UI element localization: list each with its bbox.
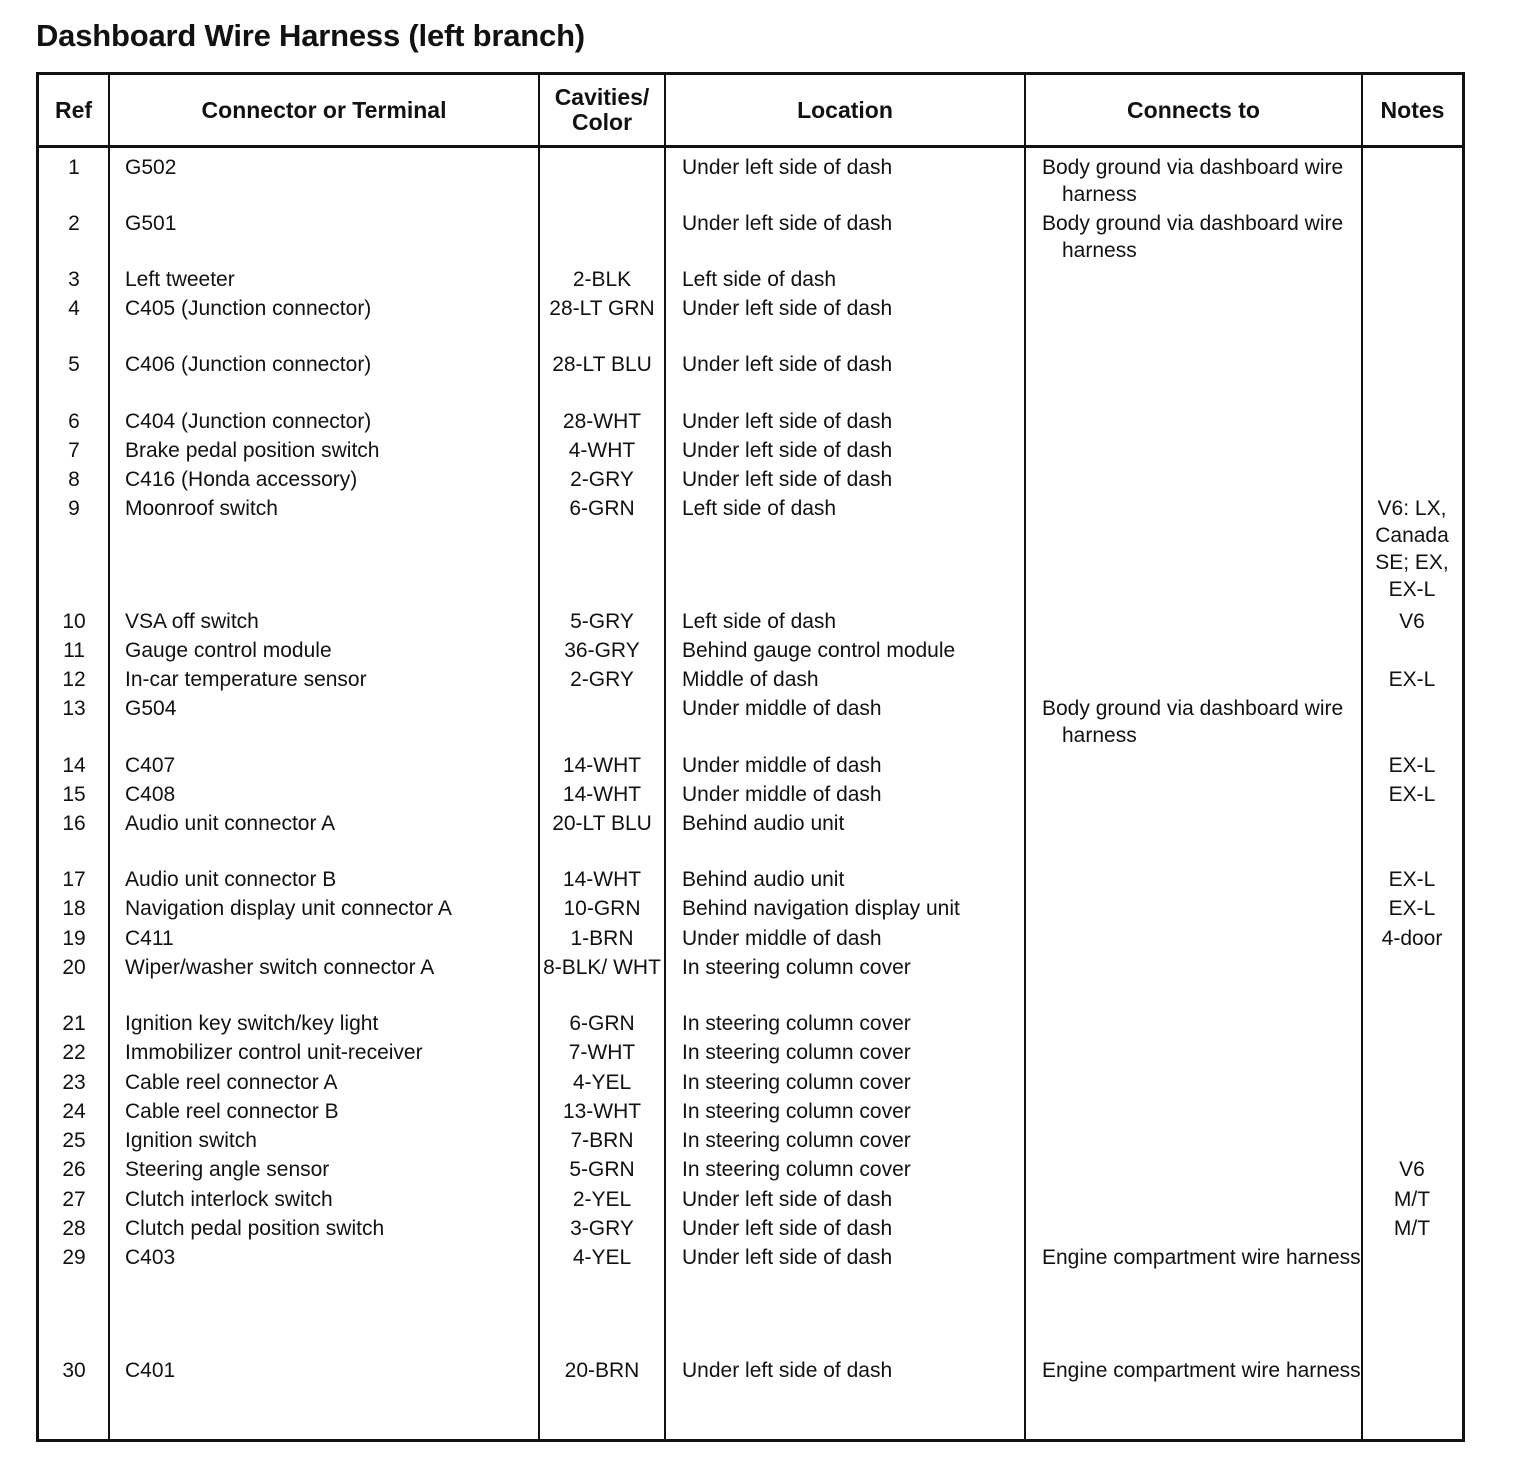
cell-location: Under middle of dash bbox=[682, 754, 882, 777]
cell-connector: Brake pedal position switch bbox=[125, 439, 380, 462]
cell-ref: 4 bbox=[68, 297, 80, 320]
cell-location: Behind audio unit bbox=[682, 812, 845, 835]
column-divider bbox=[538, 75, 540, 1439]
cell-connector: Ignition switch bbox=[125, 1129, 257, 1152]
cell-location: Behind audio unit bbox=[682, 868, 845, 891]
cell-cavities: 1-BRN bbox=[570, 927, 634, 950]
cell-connector: Immobilizer control unit-receiver bbox=[125, 1041, 423, 1064]
cell-notes: EX-L bbox=[1388, 754, 1436, 777]
cell-location: In steering column cover bbox=[682, 1071, 911, 1094]
cell-connector: Clutch interlock switch bbox=[125, 1188, 333, 1211]
cell-location: Under left side of dash bbox=[682, 410, 893, 433]
cell-connector: Steering angle sensor bbox=[125, 1158, 330, 1181]
cell-location: Under left side of dash bbox=[682, 297, 893, 320]
cell-cavities: 36-GRY bbox=[564, 639, 640, 662]
cell-ref: 19 bbox=[62, 927, 86, 950]
column-divider bbox=[1361, 75, 1363, 1439]
header-ref: Ref bbox=[54, 96, 93, 123]
header-connects-to: Connects to bbox=[1127, 96, 1260, 123]
cell-ref: 17 bbox=[62, 868, 86, 891]
cell-ref: 5 bbox=[68, 353, 80, 376]
cell-notes: EX-L bbox=[1388, 668, 1436, 691]
cell-cavities: 2-GRY bbox=[570, 668, 634, 691]
cell-ref: 27 bbox=[62, 1188, 86, 1211]
cell-ref: 22 bbox=[62, 1041, 86, 1064]
cell-location: Under left side of dash bbox=[682, 156, 893, 179]
cell-notes: V6 bbox=[1399, 1158, 1425, 1181]
cell-connects-to: Body ground via dashboard wire harness bbox=[1042, 212, 1344, 262]
page-title: Dashboard Wire Harness (left branch) bbox=[36, 18, 585, 53]
cell-location: Middle of dash bbox=[682, 668, 819, 691]
cell-ref: 1 bbox=[68, 156, 80, 179]
cell-connector: Moonroof switch bbox=[125, 497, 278, 520]
cell-location: Under left side of dash bbox=[682, 353, 893, 376]
cell-location: Left side of dash bbox=[682, 268, 837, 291]
cell-cavities: 7-BRN bbox=[570, 1129, 634, 1152]
cell-notes: M/T bbox=[1393, 1217, 1431, 1240]
cell-connector: G502 bbox=[125, 156, 177, 179]
cell-notes: EX-L bbox=[1388, 783, 1436, 806]
cell-cavities: 28-LT BLU bbox=[552, 353, 652, 376]
cell-notes: EX-L bbox=[1388, 897, 1436, 920]
cell-location: Under left side of dash bbox=[682, 1359, 893, 1382]
header-location: Location bbox=[797, 96, 893, 123]
cell-location: Behind gauge control module bbox=[682, 639, 956, 662]
cell-ref: 14 bbox=[62, 754, 86, 777]
cell-connector: C403 bbox=[125, 1246, 176, 1269]
cell-connector: Ignition key switch/key light bbox=[125, 1012, 379, 1035]
cell-connector: C406 (Junction connector) bbox=[125, 353, 372, 376]
cell-cavities: 4-WHT bbox=[568, 439, 636, 462]
cell-cavities: 6-GRN bbox=[569, 1012, 635, 1035]
cell-connector: G504 bbox=[125, 697, 177, 720]
cell-cavities: 20-BRN bbox=[564, 1359, 640, 1382]
cell-ref: 21 bbox=[62, 1012, 86, 1035]
cell-location: Under middle of dash bbox=[682, 697, 882, 720]
cell-connects-to: Engine compartment wire harness bbox=[1042, 1359, 1361, 1382]
cell-ref: 10 bbox=[62, 610, 86, 633]
cell-cavities: 10-GRN bbox=[563, 897, 641, 920]
cell-ref: 23 bbox=[62, 1071, 86, 1094]
header-divider bbox=[39, 145, 1462, 148]
cell-location: Under middle of dash bbox=[682, 783, 882, 806]
cell-ref: 6 bbox=[68, 410, 80, 433]
cell-connector: C407 bbox=[125, 754, 176, 777]
cell-connector: C405 (Junction connector) bbox=[125, 297, 372, 320]
cell-ref: 2 bbox=[68, 212, 80, 235]
cell-connector: Wiper/washer switch connector A bbox=[125, 956, 435, 979]
cell-cavities: 4-YEL bbox=[572, 1246, 632, 1269]
cell-connector: Clutch pedal position switch bbox=[125, 1217, 385, 1240]
cell-ref: 25 bbox=[62, 1129, 86, 1152]
cell-connector: Gauge control module bbox=[125, 639, 332, 662]
cell-cavities: 8-BLK/ WHT bbox=[543, 956, 661, 979]
cell-location: Under left side of dash bbox=[682, 1217, 893, 1240]
cell-notes: M/T bbox=[1393, 1188, 1431, 1211]
harness-table bbox=[36, 72, 1465, 1442]
cell-notes: V6 bbox=[1399, 610, 1425, 633]
cell-cavities: 2-YEL bbox=[572, 1188, 632, 1211]
cell-notes: 4-door bbox=[1381, 927, 1443, 950]
cell-connects-to: Body ground via dashboard wire harness bbox=[1042, 697, 1344, 747]
cell-location: Under left side of dash bbox=[682, 1246, 893, 1269]
header-connector: Connector or Terminal bbox=[201, 96, 447, 123]
cell-notes: EX-L bbox=[1388, 868, 1436, 891]
cell-ref: 26 bbox=[62, 1158, 86, 1181]
cell-cavities: 6-GRN bbox=[569, 497, 635, 520]
cell-ref: 20 bbox=[62, 956, 86, 979]
cell-location: In steering column cover bbox=[682, 1041, 911, 1064]
cell-connector: C401 bbox=[125, 1359, 176, 1382]
cell-cavities: 2-GRY bbox=[570, 468, 634, 491]
cell-cavities: 7-WHT bbox=[568, 1041, 636, 1064]
cell-location: In steering column cover bbox=[682, 1012, 911, 1035]
cell-cavities: 13-WHT bbox=[562, 1100, 642, 1123]
cell-connector: Navigation display unit connector A bbox=[125, 897, 452, 920]
cell-ref: 3 bbox=[68, 268, 80, 291]
cell-connects-to: Body ground via dashboard wire harness bbox=[1042, 156, 1344, 206]
cell-cavities: 3-GRY bbox=[570, 1217, 634, 1240]
cell-connects-to: Engine compartment wire harness bbox=[1042, 1246, 1361, 1269]
cell-location: Under left side of dash bbox=[682, 439, 893, 462]
cell-cavities: 14-WHT bbox=[562, 868, 642, 891]
cell-ref: 16 bbox=[62, 812, 86, 835]
cell-connector: Left tweeter bbox=[125, 268, 235, 291]
cell-connector: Audio unit connector A bbox=[125, 812, 336, 835]
cell-cavities: 28-LT GRN bbox=[549, 297, 655, 320]
cell-connector: Audio unit connector B bbox=[125, 868, 337, 891]
cell-connector: C416 (Honda accessory) bbox=[125, 468, 358, 491]
cell-location: Behind navigation display unit bbox=[682, 897, 960, 920]
cell-location: Under middle of dash bbox=[682, 927, 882, 950]
cell-ref: 30 bbox=[62, 1359, 86, 1382]
cell-location: In steering column cover bbox=[682, 1129, 911, 1152]
cell-cavities: 2-BLK bbox=[572, 268, 632, 291]
cell-location: In steering column cover bbox=[682, 1100, 911, 1123]
cell-connector: C411 bbox=[125, 927, 174, 950]
column-divider bbox=[664, 75, 666, 1439]
cell-ref: 29 bbox=[62, 1246, 86, 1269]
cell-notes: V6: LX, Canada SE; EX, EX-L bbox=[1375, 497, 1449, 601]
cell-cavities: 4-YEL bbox=[572, 1071, 632, 1094]
cell-cavities: 28-WHT bbox=[562, 410, 642, 433]
cell-ref: 18 bbox=[62, 897, 86, 920]
cell-cavities: 14-WHT bbox=[562, 754, 642, 777]
cell-ref: 13 bbox=[62, 697, 86, 720]
cell-ref: 11 bbox=[63, 639, 85, 662]
cell-location: Left side of dash bbox=[682, 610, 837, 633]
cell-ref: 8 bbox=[68, 468, 80, 491]
cell-location: Under left side of dash bbox=[682, 1188, 893, 1211]
cell-connector: C408 bbox=[125, 783, 176, 806]
cell-location: Left side of dash bbox=[682, 497, 837, 520]
cell-ref: 12 bbox=[62, 668, 86, 691]
cell-connector: G501 bbox=[125, 212, 177, 235]
cell-connector: In-car temperature sensor bbox=[125, 668, 367, 691]
cell-ref: 15 bbox=[62, 783, 86, 806]
cell-location: In steering column cover bbox=[682, 956, 911, 979]
cell-cavities: 5-GRY bbox=[570, 610, 634, 633]
cell-location: In steering column cover bbox=[682, 1158, 911, 1181]
header-cavities: Cavities/ Color bbox=[554, 84, 650, 135]
cell-ref: 7 bbox=[68, 439, 80, 462]
cell-location: Under left side of dash bbox=[682, 212, 893, 235]
cell-connector: C404 (Junction connector) bbox=[125, 410, 372, 433]
cell-location: Under left side of dash bbox=[682, 468, 893, 491]
cell-cavities: 14-WHT bbox=[562, 783, 642, 806]
header-notes: Notes bbox=[1380, 96, 1445, 123]
cell-ref: 24 bbox=[62, 1100, 86, 1123]
cell-cavities: 20-LT BLU bbox=[552, 812, 652, 835]
cell-connector: Cable reel connector B bbox=[125, 1100, 339, 1123]
cell-connector: Cable reel connector A bbox=[125, 1071, 338, 1094]
cell-ref: 28 bbox=[62, 1217, 86, 1240]
cell-connector: VSA off switch bbox=[125, 610, 259, 633]
cell-ref: 9 bbox=[68, 497, 80, 520]
cell-cavities: 5-GRN bbox=[569, 1158, 635, 1181]
column-divider bbox=[1024, 75, 1026, 1439]
